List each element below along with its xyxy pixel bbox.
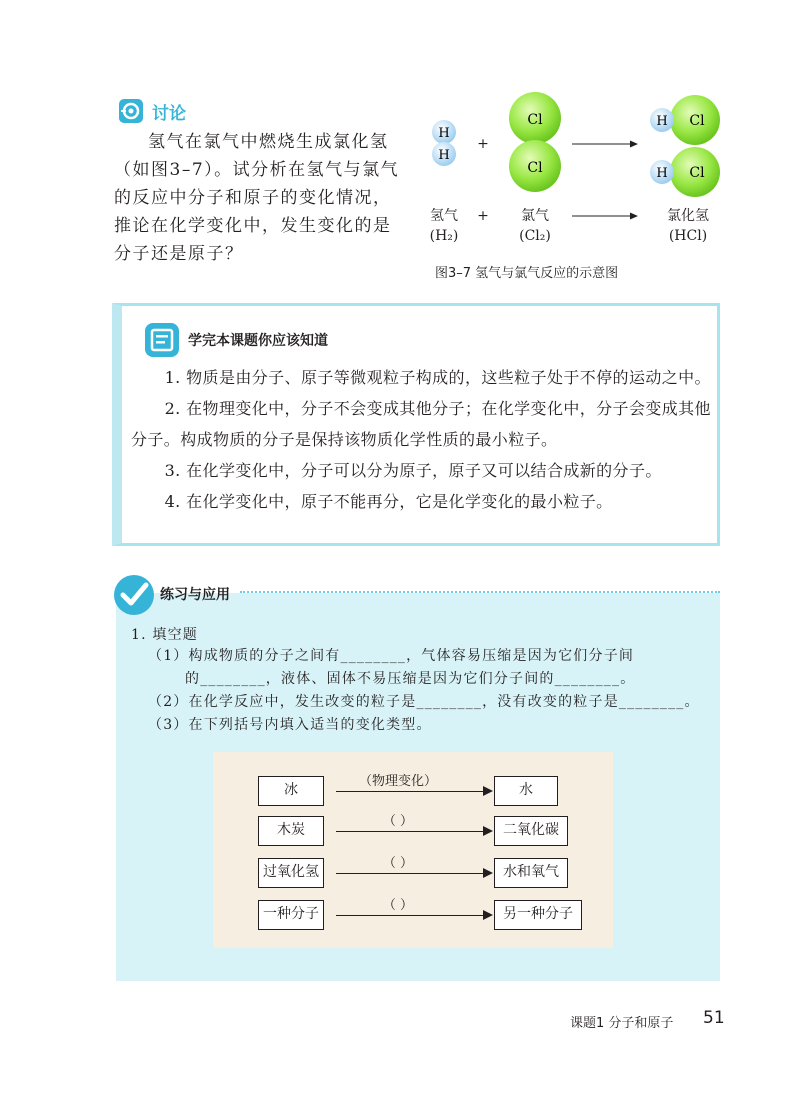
question-2: （2）在化学反应中，发生改变的粒子是________，没有改变的粒子是________。 [148, 694, 700, 710]
formula-hcl: (HCl) [668, 228, 708, 244]
cl-atom-label: Cl [689, 113, 705, 129]
question-1-line-1: （1）构成物质的分子之间有________，气体容易压缩是因为它们分子间 [148, 648, 635, 664]
hcl-molecule [650, 147, 720, 197]
diagram-left-box: 木炭 [258, 816, 324, 846]
arrow-head-icon [483, 786, 493, 796]
label-cl2: 氯气 [521, 208, 549, 224]
practice-title: 练习与应用 [160, 587, 230, 603]
discussion-title: 讨论 [152, 104, 186, 124]
diagram-arrow-label: （ ） [382, 898, 414, 913]
summary-item: 1. 物质是由分子、原子等微观粒子构成的，这些粒子处于不停的运动之中。 [164, 368, 711, 387]
diagram-arrow [336, 915, 483, 916]
h-atom-label: H [438, 126, 450, 141]
label-h2: 氢气 [430, 208, 458, 224]
summary-item: 4. 在化学变化中，原子不能再分，它是化学变化的最小粒子。 [164, 492, 613, 511]
summary-title: 学完本课题你应该知道 [188, 333, 328, 349]
arrow-head-icon [483, 910, 493, 920]
discussion-icon [118, 98, 144, 124]
diagram-right-box: 水 [494, 776, 558, 806]
diagram-arrow [336, 873, 483, 874]
diagram-left-box: 一种分子 [258, 900, 324, 930]
change-type-diagram [213, 752, 613, 948]
discussion-text [114, 128, 409, 268]
discussion-line: 氢气在氯气中燃烧生成氯化氢 [148, 132, 389, 152]
discussion-line: 分子还是原子？ [114, 244, 244, 264]
figure-caption: 图3–7 氢气与氯气反应的示意图 [435, 266, 619, 281]
checkmark-icon [113, 574, 155, 616]
question-1-line-2: 的________，液体、固体不易压缩是因为它们分子间的________。 [185, 671, 636, 687]
diagram-left-box: 过氧化氢 [258, 858, 324, 888]
diagram-left-box: 冰 [258, 776, 324, 806]
diagram-arrow [336, 831, 483, 832]
formula-cl2: (Cl₂) [519, 228, 551, 244]
h-atom-label: H [656, 114, 668, 129]
arrow-head-icon [483, 826, 493, 836]
discussion-line: 的反应中分子和原子的变化情况， [114, 188, 392, 208]
question-heading: 1. 填空题 [131, 627, 199, 643]
diagram-right-box: 水和氧气 [494, 858, 568, 888]
hcl-molecule [650, 95, 720, 145]
diagram-arrow [336, 791, 483, 792]
diagram-right-box: 二氧化碳 [494, 816, 568, 846]
discussion-line: （如图3–7）。试分析在氢气与氯气 [114, 160, 400, 180]
diagram-arrow-label: （ ） [382, 856, 414, 871]
h-atom-label: H [438, 148, 450, 163]
reaction-diagram [420, 88, 740, 248]
plus-sign: + [477, 208, 489, 224]
summary-item: 3. 在化学变化中，分子可以分为原子，原子又可以结合成新的分子。 [164, 461, 662, 480]
question-3: （3）在下列括号内填入适当的变化类型。 [148, 717, 432, 733]
cl-atom-label: Cl [527, 160, 543, 176]
summary-item: 2. 在物理变化中，分子不会变成其他分子；在化学变化中，分子会变成其他分子。构成物质的分子是保持该物质化学性质的最小粒子。 [131, 399, 711, 449]
cl-atom-label: Cl [527, 112, 543, 128]
h2-molecule [432, 120, 456, 166]
discussion-line: 推论在化学变化中，发生变化的是 [114, 216, 392, 236]
page-number: 51 [703, 1008, 725, 1028]
diagram-arrow-label: （ ） [382, 814, 414, 829]
label-hcl: 氯化氢 [667, 208, 709, 224]
summary-icon [144, 322, 180, 358]
h-atom-label: H [656, 166, 668, 181]
practice-divider [240, 591, 720, 593]
summary-list [131, 362, 711, 517]
cl-atom-label: Cl [689, 165, 705, 181]
diagram-arrow-label: （物理变化） [358, 774, 437, 789]
cl2-molecule [509, 92, 561, 192]
plus-sign: + [477, 136, 489, 152]
arrow-head-icon [483, 868, 493, 878]
diagram-right-box: 另一种分子 [494, 900, 582, 930]
formula-h2: (H₂) [429, 228, 459, 244]
footer-chapter: 课题1 分子和原子 [570, 1016, 674, 1031]
